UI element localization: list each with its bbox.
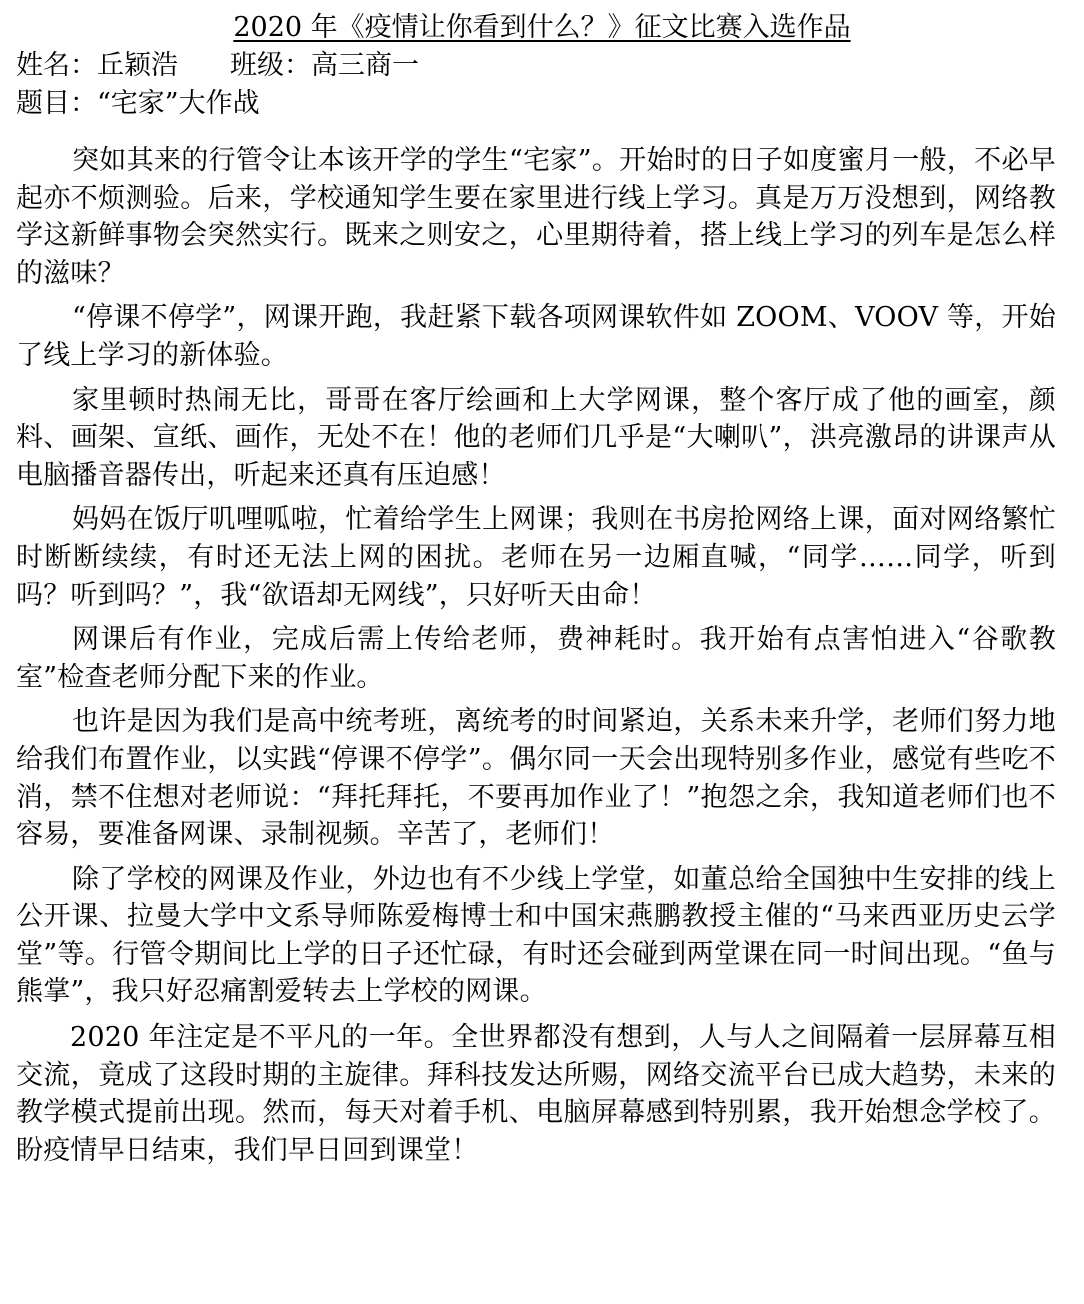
paragraph: 网课后有作业，完成后需上传给老师，费神耗时。我开始有点害怕进入“谷歌教室”检查老师分配下来的作业。 <box>16 624 1056 693</box>
paragraph: 家里顿时热闹无比，哥哥在客厅绘画和上大学网课，整个客厅成了他的画室，颜料、画架、宣纸、画作，无处不在！他的老师们几乎是“大喇叭”，洪亮激昂的讲课声从电脑播音器传出，听起来还真有压迫感！ <box>16 384 1056 491</box>
paragraph: “停课不停学”，网课开跑，我赶紧下载各项网课软件如 ZOOM、VOOV 等，开始了线上学习的新体验。 <box>16 302 1056 371</box>
paragraph: 妈妈在饭厅叽哩呱啦，忙着给学生上网课；我则在书房抢网络上课，面对网络繁忙时断断续续，有时还无法上网的困扰。老师在另一边厢直喊，“同学……同学，听到吗？听到吗？”，我“欲语却无网线”，只好听天由命！ <box>16 504 1056 611</box>
author-class: 班级：高三商一 <box>230 50 419 81</box>
essay-body <box>16 142 1056 1176</box>
essay-topic <box>16 86 260 122</box>
paragraph: 突如其来的行管令让本该开学的学生“宅家”。开始时的日子如度蜜月一般，不必早起亦不烦测验。后来，学校通知学生要在家里进行线上学习。真是万万没想到，网络教学这新鲜事物会突然实行。既来之则安之，心里期待着，搭上线上学习的列车是怎么样的滋味？ <box>16 145 1056 289</box>
essay-topic-text: 题目：“宅家”大作战 <box>16 88 260 119</box>
paragraph: 2020 年注定是不平凡的一年。全世界都没有想到，人与人之间隔着一层屏幕互相交流，竟成了这段时期的主旋律。拜科技发达所赐，网络交流平台已成大趋势，未来的教学模式提前出现。然而，每天对着手机、电脑屏幕感到特别累，我开始想念学校了。盼疫情早日结束，我们早日回到课堂！ <box>16 1022 1056 1166</box>
author-info-row <box>16 48 419 84</box>
title-text: 2020 年《疫情让你看到什么？》征文比赛入选作品 <box>233 12 851 43</box>
document-title <box>0 10 1084 46</box>
author-name: 姓名：丘颖浩 <box>16 50 178 81</box>
paragraph: 除了学校的网课及作业，外边也有不少线上学堂，如董总给全国独中生安排的线上公开课、拉曼大学中文系导师陈爱梅博士和中国宋燕鹏教授主催的“马来西亚历史云学堂”等。行管令期间比上学的日子还忙碌，有时还会碰到两堂课在同一时间出现。“鱼与熊掌”，我只好忍痛割爱转去上学校的网课。 <box>16 863 1056 1008</box>
paragraph: 也许是因为我们是高中统考班，离统考的时间紧迫，关系未来升学，老师们努力地给我们布置作业，以实践“停课不停学”。偶尔同一天会出现特别多作业，感觉有些吃不消，禁不住想对老师说：“拜托拜托，不要再加作业了！”抱怨之余，我知道老师们也不容易，要准备网课、录制视频。辛苦了，老师们！ <box>16 706 1056 851</box>
